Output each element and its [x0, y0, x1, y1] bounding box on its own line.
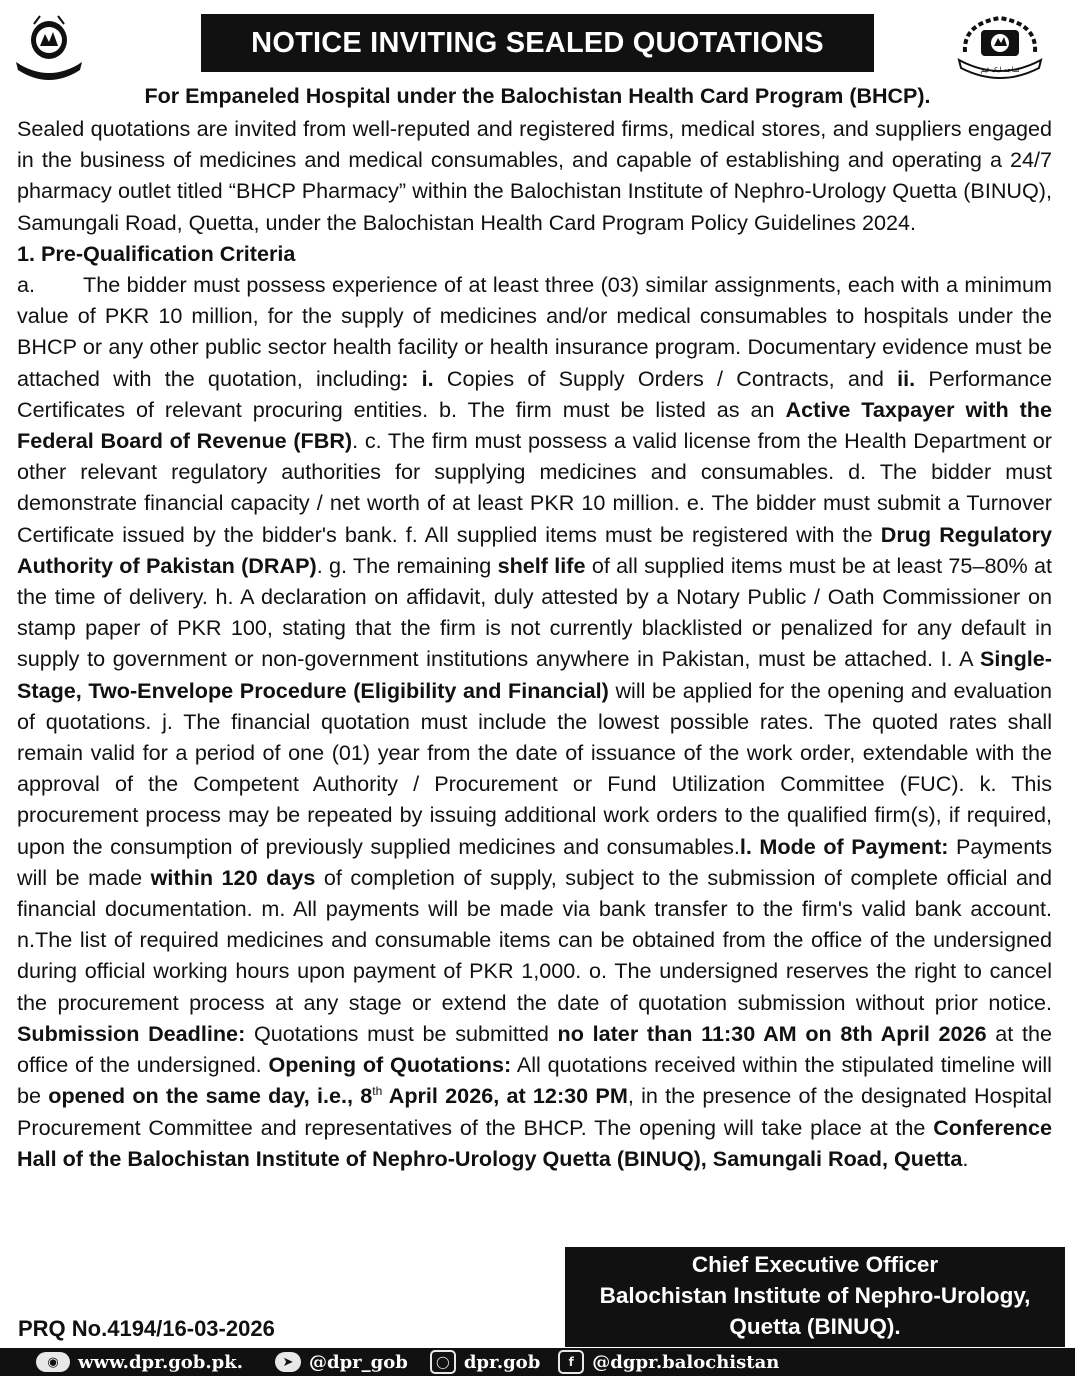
criteria-text: Quotations must be submitted: [245, 1020, 558, 1046]
criteria-bold-text: Single-Stage, Two-Envelope Procedure (Eligibility and Financial): [17, 646, 1052, 703]
criteria-text: of completion of supply, subject to the submission of complete official and financial documentation. m. All payments will be made via bank transfer to the firm's valid bank account. n.The list of required medicines and consumable items can be obtained from the office of the undersigned during official working hours upon payment of PKR 1,000. o. The undersigned reserves the right to cancel the procurement process at any stage or extend the date of quotation submission without prior notice.: [17, 864, 1052, 1015]
criteria-bold-text: ii.: [897, 365, 916, 391]
website-link[interactable]: www.dpr.gob.pk.: [78, 1351, 243, 1373]
facebook-handle[interactable]: @dgpr.balochistan: [592, 1351, 780, 1373]
mode-of-payment-label: l. Mode of Payment:: [739, 833, 949, 859]
criteria-text: All quotations received within the stipulated timeline will be: [17, 1052, 1052, 1109]
emblem-icon: [10, 12, 88, 82]
opening-label: Opening of Quotations:: [268, 1052, 512, 1078]
footer-instagram[interactable]: [430, 1350, 540, 1374]
footer-twitter[interactable]: [275, 1352, 408, 1373]
footer-bar: [0, 1348, 1075, 1376]
criteria-text: Performance Certificates of relevant procuring entities. b. The firm must be listed as an: [17, 365, 1052, 422]
section-heading: 1. Pre-Qualification Criteria: [17, 240, 296, 266]
criteria-bold-text: Active Taxpayer with the Federal Board of Revenue (FBR): [17, 396, 1053, 454]
instagram-icon: ◯: [430, 1350, 456, 1374]
criteria-paragraph: [17, 269, 1052, 1174]
intro-paragraph: Sealed quotations are invited from well-reputed and registered firms, medical stores, and suppliers engaged in the business of medicines and medical consumables, and capable of establishing and operating a 24/7 pharmacy outlet titled “BHCP Pharmacy” within the Balochistan Institute of Nephro-Urology Quetta (BINUQ), Samungali Road, Quetta, under the Balochistan Health Card Program Policy Guidelines 2024.: [17, 116, 1052, 235]
opening-time: April 2026, at 12:30 PM: [382, 1083, 628, 1109]
criteria-bold-text: Drug Regulatory Authority of Pakistan (DRAP): [17, 521, 1052, 578]
criteria-bold-text: : i.: [401, 365, 434, 391]
criteria-text: of all supplied items must be at least 75–80% at the time of delivery. h. A declaration on affidavit, duly attested by a Notary Public / Oath Commissioner on stamp paper of PKR 100, stating that the firm is not currently blacklisted or penalized for any default in supply to government or non-government institutions anywhere in Pakistan, must be attached. I. A: [17, 552, 1052, 672]
health-card-program-logo: [955, 12, 1045, 82]
criteria-text: at the office of the undersigned.: [17, 1020, 1052, 1078]
twitter-icon: ➤: [275, 1352, 301, 1372]
criteria-text: Payments will be made: [17, 833, 1052, 890]
opening-venue: Conference Hall of the Balochistan Institute of Nephro-Urology Quetta (BINUQ), Samungali Road, Quetta: [17, 1114, 1052, 1171]
instagram-handle[interactable]: dpr.gob: [463, 1351, 541, 1373]
criteria-text: The bidder must possess experience of at least three (03) similar assignments, each with a minimum value of PKR 10 million, for the supply of medicines and/or medical consumables to hospitals under the BHCP or any other public sector health facility or health insurance program. Documentary evidence must be attached with the quotation, including: [17, 272, 1052, 391]
signature-block: [565, 1247, 1065, 1347]
balochistan-emblem-logo: [10, 12, 88, 82]
twitter-handle[interactable]: @dpr_gob: [308, 1351, 408, 1373]
notice-body: [17, 113, 1052, 1174]
criteria-text: will be applied for the opening and evaluation of quotations. j. The financial quotation must include the lowest possible rates. The quoted rates shall remain valid for a period of one (01) year from the date of issuance of the work order, extendable with the approval of the Competent Authority / Procurement or Fund Utilization Committee (FUC). k. This procurement process may be repeated by issuing additional work orders to the qualified firm(s), if required, upon the consumption of previously supplied medicines and consumables.: [17, 677, 1052, 859]
submission-deadline-label: Submission Deadline:: [17, 1020, 246, 1046]
facebook-icon: f: [558, 1350, 584, 1374]
signatory-institution: Balochistan Institute of Nephro-Urology,: [599, 1283, 1031, 1308]
criteria-text: Copies of Supply Orders / Contracts, and: [433, 365, 898, 391]
criteria-text: . c. The firm must possess a valid license from the Health Department or other relevant regulatory authorities for supplying medicines and consumables. d. The bidder must demonstrate financial capacity / net worth of at least PKR 10 million. e. The bidder must submit a Turnover Certificate issued by the bidder's bank. f. All supplied items must be registered with the: [17, 428, 1052, 547]
footer-facebook[interactable]: [558, 1350, 779, 1374]
ordinal-suffix: th: [372, 1084, 383, 1099]
notice-title: NOTICE INVITING SEALED QUOTATIONS: [201, 14, 874, 72]
opening-date: opened on the same day, i.e., 8: [48, 1083, 373, 1109]
criteria-bold-text: within 120 days: [150, 864, 316, 890]
logo-ribbon-text: ساجد ایک ٹیم: [980, 66, 1020, 74]
wreath-emblem-icon: [955, 12, 1045, 82]
criteria-text: .: [962, 1145, 969, 1171]
submission-deadline-value: no later than 11:30 AM on 8th April 2026: [557, 1020, 987, 1046]
criteria-item-a-label: a.: [17, 272, 36, 298]
signatory-title: Chief Executive Officer: [691, 1252, 939, 1277]
criteria-text: , in the presence of the designated Hospital Procurement Committee and representatives of the BHCP. The opening will take place at the: [17, 1083, 1052, 1140]
notice-subtitle: For Empaneled Hospital under the Balochistan Health Card Program (BHCP).: [144, 84, 931, 108]
criteria-text: . g. The remaining: [316, 552, 498, 578]
criteria-bold-text: shelf life: [497, 552, 586, 578]
prq-number: PRQ No.4194/16-03-2026: [18, 1316, 275, 1341]
footer-website[interactable]: [36, 1352, 243, 1373]
signatory-location: Quetta (BINUQ).: [729, 1314, 901, 1339]
globe-icon: ◉: [36, 1352, 70, 1372]
